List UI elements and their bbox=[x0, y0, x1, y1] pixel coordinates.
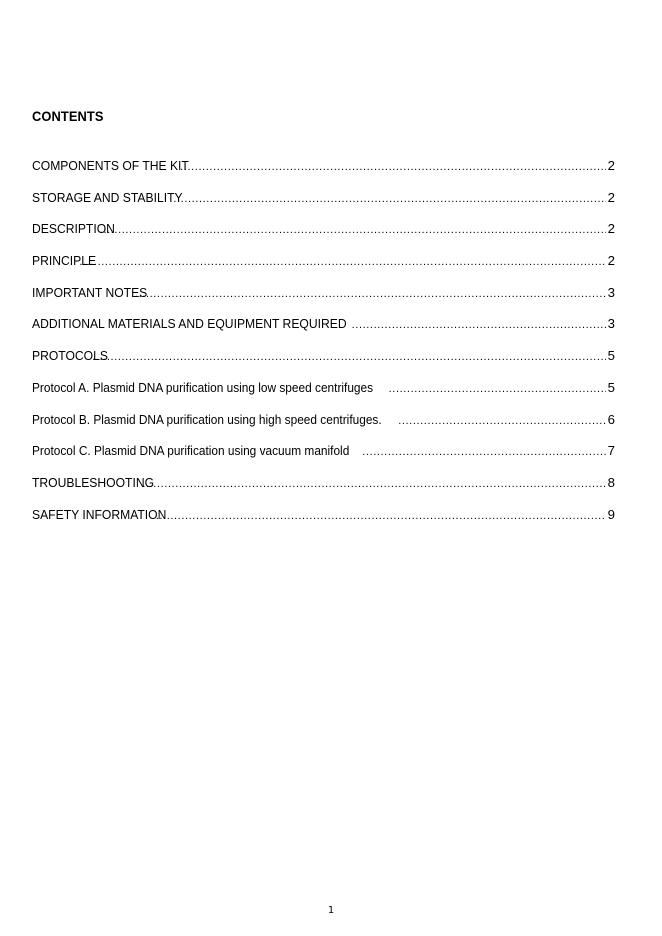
toc-entry[interactable] bbox=[32, 506, 615, 523]
toc-entry[interactable] bbox=[32, 347, 615, 364]
toc-entry-title: COMPONENTS OF THE KIT bbox=[32, 158, 189, 173]
toc-dot-leader bbox=[352, 317, 606, 334]
toc-entry-title: STORAGE AND STABILITY bbox=[32, 189, 183, 205]
toc-dot-leader bbox=[362, 444, 605, 461]
page-number: 1 bbox=[327, 905, 335, 916]
toc-entry-page: 5 bbox=[607, 379, 615, 395]
toc-entry[interactable] bbox=[32, 189, 615, 206]
toc-entry-title: DESCRIPTION bbox=[32, 221, 115, 237]
toc-dot-leader bbox=[79, 254, 605, 271]
toc-entry-page: 2 bbox=[607, 221, 615, 237]
toc-dot-leader bbox=[92, 349, 605, 366]
toc-entry-page: 5 bbox=[607, 348, 615, 364]
contents-heading: CONTENTS bbox=[32, 108, 104, 124]
toc-entry-title: SAFETY INFORMATION bbox=[32, 506, 167, 522]
toc-entry[interactable] bbox=[32, 284, 615, 301]
toc-entry-page: 3 bbox=[607, 284, 615, 300]
toc-entry[interactable] bbox=[32, 315, 615, 332]
toc-entry-title: PROTOCOLS bbox=[32, 348, 108, 364]
toc-entry[interactable] bbox=[32, 157, 615, 174]
toc-entry-page: 2 bbox=[607, 189, 615, 205]
toc-entry[interactable] bbox=[32, 442, 615, 459]
toc-dot-leader bbox=[156, 508, 606, 525]
toc-entry-page: 2 bbox=[607, 158, 615, 173]
toc-entry[interactable] bbox=[32, 252, 615, 269]
toc-dot-leader bbox=[135, 286, 606, 303]
table-of-contents bbox=[32, 157, 615, 537]
toc-dot-leader bbox=[100, 222, 606, 239]
toc-dot-leader bbox=[180, 159, 605, 176]
toc-entry-page: 3 bbox=[607, 316, 615, 332]
toc-entry-title: ADDITIONAL MATERIALS AND EQUIPMENT REQUIRED bbox=[32, 316, 347, 332]
toc-dot-leader bbox=[398, 413, 605, 430]
toc-entry-page: 7 bbox=[607, 443, 615, 459]
toc-entry-title: TROUBLESHOOTING bbox=[32, 474, 155, 490]
toc-entry-title: IMPORTANT NOTES bbox=[32, 284, 148, 300]
toc-entry-title: PRINCIPLE bbox=[32, 253, 97, 269]
toc-entry-page: 2 bbox=[607, 253, 615, 269]
toc-dot-leader bbox=[142, 476, 605, 493]
toc-dot-leader bbox=[173, 191, 605, 208]
toc-entry[interactable] bbox=[32, 411, 615, 428]
toc-dot-leader bbox=[389, 381, 606, 398]
toc-entry-page: 6 bbox=[607, 411, 615, 427]
toc-entry-page: 8 bbox=[607, 474, 615, 490]
toc-entry-page: 9 bbox=[607, 506, 615, 522]
toc-entry[interactable] bbox=[32, 220, 615, 237]
toc-entry-title: Protocol A. Plasmid DNA purification using low speed centrifuges bbox=[32, 379, 374, 395]
toc-entry-title: Protocol C. Plasmid DNA purification using vacuum manifold bbox=[32, 443, 350, 459]
toc-entry[interactable] bbox=[32, 474, 615, 491]
toc-entry-title: Protocol B. Plasmid DNA purification using high speed centrifuges. bbox=[32, 411, 382, 427]
toc-entry[interactable] bbox=[32, 379, 615, 396]
